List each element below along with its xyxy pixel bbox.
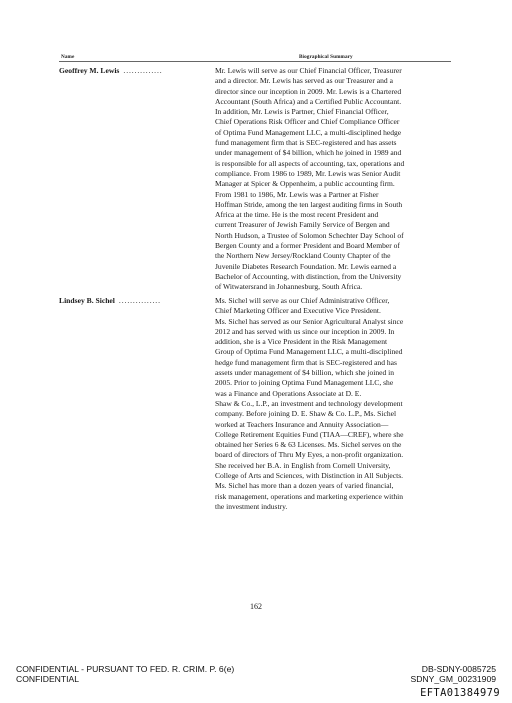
entry-bio <box>215 296 453 512</box>
bio-line: company. Before joining D. E. Shaw & Co. L.P., Ms. Sichel <box>215 409 397 419</box>
bio-line: under management of $4 billion, which he joined in 1989 and <box>215 148 402 158</box>
bio-line: was a Finance and Operations Associate at D. E. <box>215 388 362 398</box>
bio-line: board of directors of Thru My Eyes, a non-profit organization. <box>215 450 404 460</box>
bio-line: assets under management of $4 billion, which she joined in <box>215 368 394 378</box>
confidentiality-footer <box>16 664 234 685</box>
entry-name-cell <box>59 66 209 76</box>
bio-line: Africa at the time. He is the most recent President and <box>215 210 379 220</box>
header-rule <box>59 61 451 62</box>
bio-line: and a director. Mr. Lewis has served as our Treasurer and a <box>215 76 393 86</box>
bio-line: Mr. Lewis will serve as our Chief Financial Officer, Treasurer <box>215 66 402 75</box>
entry-bio <box>215 66 453 293</box>
footer-line: SDNY_GM_00231909 <box>410 674 496 685</box>
bio-line: risk management, operations and marketing experience within <box>215 491 403 501</box>
bio-line: obtained her Series 6 & 63 Licenses. Ms. Sichel serves on the <box>215 440 402 450</box>
bio-line: Ms. Sichel will serve as our Chief Administrative Officer, <box>215 296 390 305</box>
document-id-footer <box>410 664 496 685</box>
bio-line: fund management firm that is SEC-registered and has assets <box>215 138 397 148</box>
bio-line: Chief Marketing Officer and Executive Vice President. <box>215 306 381 316</box>
bio-line: Bergen County and a former President and Board Member of <box>215 241 400 251</box>
footer-line: DB-SDNY-0085725 <box>421 664 496 674</box>
bio-line: the investment industry. <box>215 501 288 511</box>
bio-line: Group of Optima Fund Management LLC, a multi-disciplined <box>215 347 403 357</box>
bio-line: Ms. Sichel has more than a dozen years of varied financial, <box>215 481 394 491</box>
bio-line: worked at Teachers Insurance and Annuity Association— <box>215 419 389 429</box>
bio-line: director since our inception in 2009. Mr. Lewis is a Chartered <box>215 86 402 96</box>
bio-line: the Northern New Jersey/Rockland County Chapter of the <box>215 251 391 261</box>
bio-line: From 1981 to 1986, Mr. Lewis was a Partner at Fisher <box>215 189 379 199</box>
bio-line: She received her B.A. in English from Cornell University, <box>215 460 391 470</box>
entry-name: Lindsey B. Sichel <box>59 296 115 305</box>
bio-line: is responsible for all aspects of accounting, tax, operations and <box>215 158 405 168</box>
bio-line: Manager at Spicer & Oppenheim, a public accounting firm. <box>215 179 395 189</box>
bio-line: Bachelor of Accounting, with distinction, from the University <box>215 271 402 281</box>
entry-name: Geoffrey M. Lewis <box>59 66 120 75</box>
dot-leader: .............. <box>123 66 163 75</box>
bio-line: College Retirement Equities Fund (TIAA—CREF), where she <box>215 429 404 439</box>
footer-line: CONFIDENTIAL <box>16 674 80 685</box>
footer-line: CONFIDENTIAL - PURSUANT TO FED. R. CRIM. P. 6(e) <box>16 664 235 674</box>
bio-line: North Hudson, a Trustee of Solomon Schechter Day School of <box>215 230 404 240</box>
name-column-header: Name <box>61 54 75 60</box>
bio-line: of Optima Fund Management LLC, a multi-disciplined hedge <box>215 127 402 137</box>
bio-line: Shaw & Co., L.P., an investment and technology development <box>215 398 403 408</box>
bio-line: hedge fund management firm that is SEC-registered and has <box>215 357 397 367</box>
bio-line: Juvenile Diabetes Research Foundation. Mr. Lewis earned a <box>215 261 397 271</box>
entry-name-cell <box>59 296 209 306</box>
page-number: 162 <box>250 602 262 611</box>
dot-leader: ............... <box>118 296 161 305</box>
bio-line: current Treasurer of Jewish Family Service of Bergen and <box>215 220 390 230</box>
bio-line: Chief Operations Risk Officer and Chief Compliance Officer <box>215 117 400 127</box>
bio-line: Hoffman Stride, among the ten largest auditing firms in South <box>215 199 403 209</box>
bio-line: addition, she is a Vice President in the Risk Management <box>215 337 388 347</box>
bio-column-header: Biographical Summary <box>299 54 353 60</box>
bates-number: EFTA01384979 <box>420 687 500 699</box>
bio-line: In addition, Mr. Lewis is Partner, Chief Financial Officer, <box>215 107 389 117</box>
bio-line: compliance. From 1986 to 1989, Mr. Lewis was Senior Audit <box>215 168 401 178</box>
bio-line: College of Arts and Sciences, with Distinction in All Subjects. <box>215 471 404 481</box>
bio-line: Accountant (South Africa) and a Certified Public Accountant. <box>215 96 402 106</box>
bio-line: Ms. Sichel has served as our Senior Agricultural Analyst since <box>215 316 404 326</box>
bio-line: 2005. Prior to joining Optima Fund Management LLC, she <box>215 378 394 388</box>
bio-line: 2012 and has served with us since our inception in 2009. In <box>215 326 395 336</box>
bio-line: of Witwatersrand in Johannesburg, South Africa. <box>215 282 363 292</box>
